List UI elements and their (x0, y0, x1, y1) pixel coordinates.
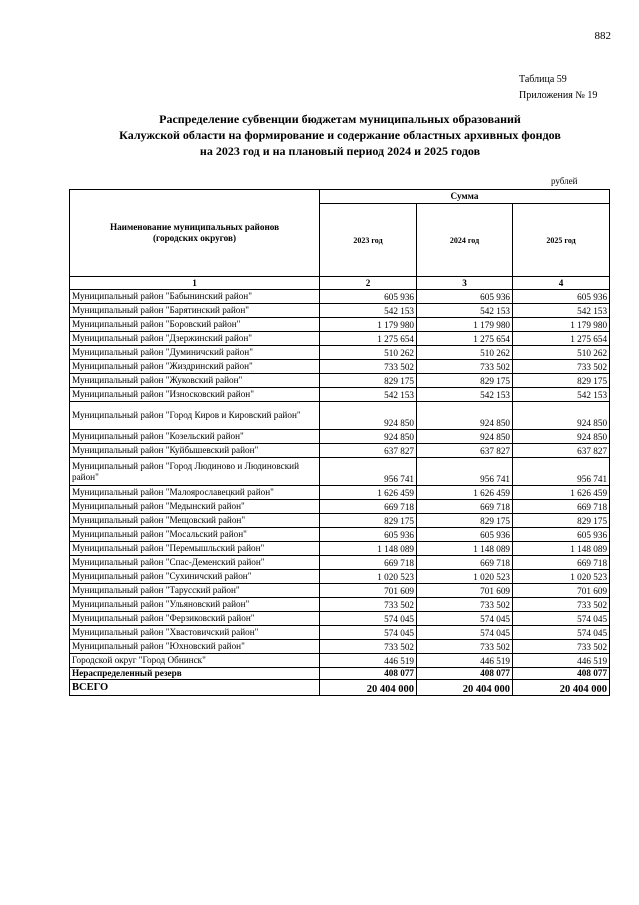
district-name-cell: Муниципальный район "Сухиничский район" (70, 570, 320, 584)
title-line: Калужской области на формирование и содержание областных архивных фондов (119, 128, 561, 142)
district-name-cell: Муниципальный район "Мосальский район" (70, 528, 320, 542)
district-name-cell: Муниципальный район "Думиничский район" (70, 346, 320, 360)
table-row (70, 388, 610, 402)
value-2025-cell: 956 741 (513, 458, 610, 486)
year-2023-header: 2023 год (320, 204, 417, 277)
value-2023-cell: 733 502 (320, 640, 417, 654)
value-2023-cell: 542 153 (320, 304, 417, 318)
value-2023-cell: 605 936 (320, 290, 417, 304)
page-number: 882 (594, 30, 611, 42)
district-name-cell: ВСЕГО (70, 680, 320, 696)
table-row (70, 556, 610, 570)
district-name-cell: Муниципальный район "Износковский район" (70, 388, 320, 402)
value-2025-cell: 669 718 (513, 500, 610, 514)
table-row (70, 430, 610, 444)
value-2023-cell: 1 275 654 (320, 332, 417, 346)
name-header-line: Наименование муниципальных районов (109, 222, 280, 232)
value-2025-cell: 574 045 (513, 626, 610, 640)
reserve-row (70, 668, 610, 680)
value-2023-cell: 574 045 (320, 626, 417, 640)
value-2023-cell: 924 850 (320, 430, 417, 444)
table-row (70, 374, 610, 388)
district-name-cell: Муниципальный район "Хвастовичский район" (70, 626, 320, 640)
value-2024-cell: 605 936 (417, 528, 513, 542)
value-2025-cell: 510 262 (513, 346, 610, 360)
district-name-cell: Муниципальный район "Ульяновский район" (70, 598, 320, 612)
table-row (70, 654, 610, 668)
value-2024-cell: 1 020 523 (417, 570, 513, 584)
value-2025-cell: 542 153 (513, 304, 610, 318)
table-row (70, 612, 610, 626)
district-name-cell: Муниципальный район "Жуковский район" (70, 374, 320, 388)
document-title (40, 111, 639, 159)
sum-header: Сумма (320, 190, 610, 204)
column-number: 4 (513, 277, 610, 290)
value-2024-cell: 1 275 654 (417, 332, 513, 346)
value-2024-cell: 829 175 (417, 374, 513, 388)
district-name-cell: Муниципальный район "Медынский район" (70, 500, 320, 514)
table-row (70, 514, 610, 528)
district-name-cell: Нераспределенный резерв (70, 668, 320, 680)
district-name-cell: Муниципальный район "Город Киров и Кировский район" (70, 402, 320, 430)
value-2024-cell: 924 850 (417, 402, 513, 430)
name-column-header (70, 190, 320, 277)
value-2023-cell: 733 502 (320, 360, 417, 374)
value-2025-cell: 1 148 089 (513, 542, 610, 556)
value-2025-cell: 829 175 (513, 374, 610, 388)
value-2023-cell: 733 502 (320, 598, 417, 612)
title-line: Распределение субвенции бюджетам муниципальных образований (159, 112, 521, 126)
value-2023-cell: 669 718 (320, 556, 417, 570)
value-2023-cell: 510 262 (320, 346, 417, 360)
value-2025-cell: 1 626 459 (513, 486, 610, 500)
table-body (70, 290, 610, 696)
value-2023-cell: 1 020 523 (320, 570, 417, 584)
value-2025-cell: 733 502 (513, 360, 610, 374)
title-line: на 2023 год и на плановый период 2024 и 2025 годов (199, 144, 481, 158)
value-2025-cell: 1 179 980 (513, 318, 610, 332)
table-row (70, 542, 610, 556)
district-name-cell: Муниципальный район "Ферзиковский район" (70, 612, 320, 626)
value-2023-cell: 446 519 (320, 654, 417, 668)
table-row (70, 304, 610, 318)
value-2024-cell: 605 936 (417, 290, 513, 304)
table-row (70, 640, 610, 654)
district-name-cell: Муниципальный район "Перемышльский район" (70, 542, 320, 556)
table-row (70, 402, 610, 430)
district-name-cell: Муниципальный район "Бабынинский район" (70, 290, 320, 304)
table-row (70, 598, 610, 612)
value-2024-cell: 542 153 (417, 388, 513, 402)
table-row (70, 290, 610, 304)
district-name-cell: Муниципальный район "Мещовский район" (70, 514, 320, 528)
value-2023-cell: 1 148 089 (320, 542, 417, 556)
value-2025-cell: 924 850 (513, 430, 610, 444)
value-2025-cell: 701 609 (513, 584, 610, 598)
value-2024-cell: 701 609 (417, 584, 513, 598)
total-row (70, 680, 610, 696)
table-row (70, 500, 610, 514)
value-2023-cell: 829 175 (320, 514, 417, 528)
value-2024-cell: 829 175 (417, 514, 513, 528)
table-row (70, 360, 610, 374)
value-2025-cell: 733 502 (513, 640, 610, 654)
column-number: 3 (417, 277, 513, 290)
year-2024-header: 2024 год (417, 204, 513, 277)
value-2024-cell: 637 827 (417, 444, 513, 458)
value-2023-cell: 542 153 (320, 388, 417, 402)
district-name-cell: Муниципальный район "Малоярославецкий район" (70, 486, 320, 500)
table-row (70, 444, 610, 458)
value-2024-cell: 924 850 (417, 430, 513, 444)
value-2024-cell: 733 502 (417, 360, 513, 374)
value-2025-cell: 574 045 (513, 612, 610, 626)
district-name-cell: Городской округ "Город Обнинск" (70, 654, 320, 668)
value-2025-cell: 446 519 (513, 654, 610, 668)
district-name-cell: Муниципальный район "Барятинский район" (70, 304, 320, 318)
district-name-cell: Муниципальный район "Куйбышевский район" (70, 444, 320, 458)
value-2023-cell: 1 179 980 (320, 318, 417, 332)
district-name-cell: Муниципальный район "Боровский район" (70, 318, 320, 332)
value-2024-cell: 446 519 (417, 654, 513, 668)
value-2024-cell: 669 718 (417, 556, 513, 570)
value-2023-cell: 408 077 (320, 668, 417, 680)
table-row (70, 332, 610, 346)
value-2023-cell: 637 827 (320, 444, 417, 458)
value-2024-cell: 408 077 (417, 668, 513, 680)
district-name-cell: Муниципальный район "Спас-Деменский район" (70, 556, 320, 570)
table-row (70, 318, 610, 332)
year-2025-header: 2025 год (513, 204, 610, 277)
value-2025-cell: 1 275 654 (513, 332, 610, 346)
value-2023-cell: 829 175 (320, 374, 417, 388)
value-2025-cell: 669 718 (513, 556, 610, 570)
value-2024-cell: 1 626 459 (417, 486, 513, 500)
table-row (70, 570, 610, 584)
value-2024-cell: 733 502 (417, 640, 513, 654)
value-2024-cell: 20 404 000 (417, 680, 513, 696)
district-name-cell: Муниципальный район "Город Людиново и Людиновский район" (70, 458, 320, 486)
value-2025-cell: 605 936 (513, 290, 610, 304)
value-2024-cell: 1 148 089 (417, 542, 513, 556)
table-row (70, 486, 610, 500)
value-2025-cell: 20 404 000 (513, 680, 610, 696)
table-reference: Таблица 59 (519, 74, 567, 85)
value-2023-cell: 574 045 (320, 612, 417, 626)
value-2024-cell: 542 153 (417, 304, 513, 318)
district-name-cell: Муниципальный район "Козельский район" (70, 430, 320, 444)
value-2024-cell: 733 502 (417, 598, 513, 612)
value-2023-cell: 924 850 (320, 402, 417, 430)
value-2025-cell: 829 175 (513, 514, 610, 528)
district-name-cell: Муниципальный район "Юхновский район" (70, 640, 320, 654)
value-2024-cell: 574 045 (417, 612, 513, 626)
table-row (70, 626, 610, 640)
value-2025-cell: 542 153 (513, 388, 610, 402)
value-2025-cell: 408 077 (513, 668, 610, 680)
value-2023-cell: 669 718 (320, 500, 417, 514)
column-number: 2 (320, 277, 417, 290)
district-name-cell: Муниципальный район "Жиздринский район" (70, 360, 320, 374)
value-2023-cell: 701 609 (320, 584, 417, 598)
value-2024-cell: 956 741 (417, 458, 513, 486)
table-row (70, 528, 610, 542)
value-2024-cell: 1 179 980 (417, 318, 513, 332)
value-2023-cell: 20 404 000 (320, 680, 417, 696)
value-2025-cell: 637 827 (513, 444, 610, 458)
value-2025-cell: 1 020 523 (513, 570, 610, 584)
appendix-reference: Приложения № 19 (519, 90, 598, 101)
value-2023-cell: 1 626 459 (320, 486, 417, 500)
value-2023-cell: 605 936 (320, 528, 417, 542)
column-number: 1 (70, 277, 320, 290)
value-2025-cell: 605 936 (513, 528, 610, 542)
value-2025-cell: 733 502 (513, 598, 610, 612)
value-2024-cell: 510 262 (417, 346, 513, 360)
table-row (70, 458, 610, 486)
value-2023-cell: 956 741 (320, 458, 417, 486)
value-2025-cell: 924 850 (513, 402, 610, 430)
name-header-line: (городских округов) (152, 233, 237, 243)
value-2024-cell: 574 045 (417, 626, 513, 640)
table-row (70, 584, 610, 598)
table-row (70, 346, 610, 360)
units-label: рублей (551, 176, 578, 186)
value-2024-cell: 669 718 (417, 500, 513, 514)
district-name-cell: Муниципальный район "Дзержинский район" (70, 332, 320, 346)
subvention-table (69, 189, 610, 696)
district-name-cell: Муниципальный район "Тарусский район" (70, 584, 320, 598)
